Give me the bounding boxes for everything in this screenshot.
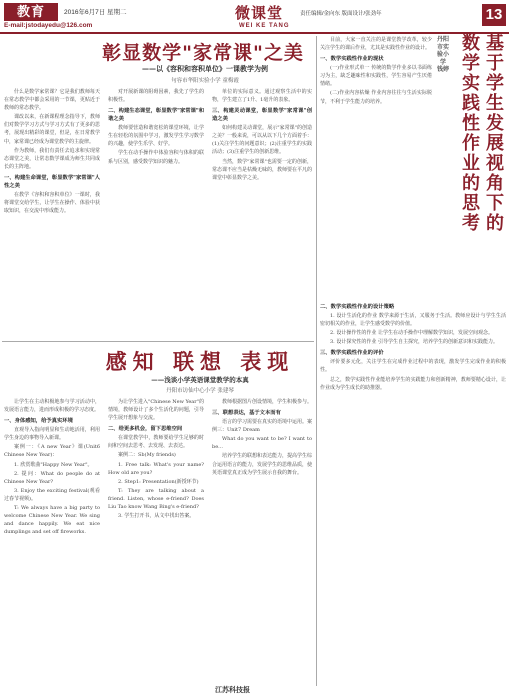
article2-column-3 <box>212 398 312 682</box>
issue-date: 2016年6月7日 星期二 <box>64 9 127 16</box>
section-heading: 二、构建生态课堂，彰显数学"家常课"和谐之美 <box>108 108 204 123</box>
paragraph: 3. 学生打开书，从文中找出答案。 <box>118 513 195 520</box>
paragraph: 评价要多元化，关注学生在完成作业过程中的表现，激发学生完成作业的积极性。 <box>320 359 506 374</box>
article3-title <box>456 34 508 298</box>
article2-author: 丹阳市访仙中心小学 张建琴 <box>166 388 234 394</box>
paragraph: 当然，数学"家常课"也需要一定的创新，常态课不应当是枯燥无味的，教师要在平凡的课堂中彰显数学之美。 <box>212 158 312 181</box>
paragraph: 让学生在主动积极地参与学习活动中，发展语言能力，进而形成积极的学习态度。 <box>4 399 100 414</box>
column-banner <box>235 2 299 30</box>
paragraph: 什么是数学家常课？它是我们教师每天在常态教学中都会采用的一节课，更贴近于教师的常态教学。 <box>4 89 100 112</box>
paragraph: 1. 欣赏歌曲"Happy New Year"。 <box>14 461 93 468</box>
paragraph: 1. 设计生活化的作业 数学来源于生活，又服务于生活。教师应设计与学生生活密切相关的作业，让学生感受数学的价值。 <box>320 313 506 328</box>
article1-column-2 <box>108 88 204 338</box>
paragraph: What do you want to be? I want to be... <box>212 436 312 451</box>
masthead <box>0 0 509 34</box>
article3-title-col1: 基于学生发展视角下的 <box>486 33 504 234</box>
paragraph: 直观导入指向明显和生动地活用，利用学生身边的事物导入新课。 <box>4 427 100 442</box>
paragraph: 单位的实际意义。通过观察生活中的实物，学生建立了1升、1毫升的表象。 <box>212 89 312 104</box>
paragraph: 如何构建灵动课堂，展示"家常课"的创造之美？一般来说，可以从以下几个方面着手：(1)关注学生的问题意识；(2)注重学生的实践活动；(3)注重学生的创新思维。 <box>212 125 312 156</box>
article1-title: 彰显数学"家常课"之美 <box>102 42 304 64</box>
paragraph: 课改以来，在新课程理念指导下，教师们对数学学习方式与学习方式有了更多的思考，展现出精彩的课堂，但是，在日常教学中，家常课已经成为课堂教学的主旋律。 <box>4 114 100 145</box>
paragraph: 学生在动手操作中体验容积与体积的联系与区别，感受数学知识的魅力。 <box>108 150 204 165</box>
contact-email: E-mail:jstodayedu@126.com <box>4 22 93 29</box>
article2-title: 感知 联想 表现 <box>105 349 295 374</box>
paragraph: T: We always have a big party to welcome Chinese New Year. We sing and dance happily. We eat nice dumplings and set off fireworks. <box>4 505 100 536</box>
article3-title-col2: 数学实践性作业的思考 <box>462 33 480 234</box>
section-heading: 三、联想表达，基于文本而有 <box>212 410 281 417</box>
paragraph: 2. 设计操作性的作业 让学生在动手操作中理解数学知识，发展空间观念。 <box>330 330 493 337</box>
section-heading: 三、数学实践性作业的评价 <box>320 350 384 357</box>
header-rule <box>0 32 509 34</box>
paragraph: (二)作业内容枯燥 作业内容往往与生活实际脱节，不利于学生能力的培养。 <box>320 90 432 105</box>
column-divider <box>316 36 317 686</box>
article2-column-1 <box>4 398 100 682</box>
article1-author: 句容市华阳实验小学 童梅霞 <box>171 78 239 84</box>
paragraph: 教师要营造和谐宽松的课堂环境，让学生在轻松的氛围中学习，激发学生学习数学的兴趣，使学生乐学、好学。 <box>108 125 204 148</box>
paragraph: T: They are talking about a friend. Listen, whose e-friend? Does Liu Tao know Wang Bing's e-friend? <box>108 487 204 511</box>
article3-column-top <box>320 36 432 296</box>
paragraph: 1. Free talk: What's your name? How old are you? <box>108 461 204 476</box>
section-heading: 一、构建生命课堂，彰显数学"家常课"人性之美 <box>4 174 100 189</box>
section-heading: 二、数学实践性作业的设计策略 <box>320 304 395 310</box>
paragraph: 3. 设计探究性的作业 引导学生自主探究，培养学生的创新意识和实践能力。 <box>330 339 498 346</box>
banner-title: 微课堂 <box>235 4 284 22</box>
article3-column-bottom <box>320 300 506 680</box>
paragraph: 2. Step1: Presentation(新授环节) <box>118 478 199 485</box>
section-heading: 一、身体感知，给予真实环境 <box>4 418 73 425</box>
newspaper-footer: 江苏科技报 <box>215 686 250 694</box>
section-logo: 教育 <box>4 3 58 21</box>
paragraph: 教师根据图片创设情境，学生积极参与。 <box>222 399 312 405</box>
banner-subtitle: WEI KE TANG <box>239 23 290 29</box>
paragraph: 对开展新课的阻碍因素，我先了学生的积极性。 <box>108 89 204 104</box>
paragraph: 2. 提问：What do people do at Chinese New Year? <box>4 470 100 485</box>
paragraph: 培养学生的联想和表达能力，提高学生综合运用语言的能力，发展学生的思维品质，使英语课堂真正成为学生展示自我的舞台。 <box>212 453 312 476</box>
paragraph: 总之，数学实践性作业能培养学生的实践能力和创新精神，教师要精心设计，让作业成为学生成长的助推器。 <box>320 376 506 391</box>
paragraph: 为让学生进入"Chinese New Year"的情境，教师设计了多个生活化的问题，引导学生展开想象与交流。 <box>108 399 204 422</box>
article1-column-3 <box>212 88 312 338</box>
section-heading: 一、数学实践性作业的现状 <box>320 56 384 63</box>
paragraph: 作为教师，我们有责任去追求和实现常态课堂之美，让常态数学课成为师生共同成长的主阵地。 <box>4 147 100 170</box>
article2-subtitle: ——浅谈小学英语课堂教学的本真 <box>151 376 249 384</box>
article1-subtitle: ——以《容积和容积单位》一课教学为例 <box>142 65 268 73</box>
paragraph: 在课堂教学中，教师要给学生足够的时间和空间去思考、去发现、去表达。 <box>108 435 204 450</box>
paragraph: 在教学《容积和容积单位》一课时，我将课堂交给学生，让学生在操作、体验中获取知识，在交流中形成能力。 <box>4 191 100 215</box>
article-divider <box>2 341 314 342</box>
article3-author: 丹阳市实验小学 钱婷 <box>437 36 450 74</box>
page-number: 13 <box>482 4 506 26</box>
article2-column-2 <box>108 398 204 682</box>
editor-credits: 责任编辑/金向东 版面设计/张劲年 <box>300 11 382 17</box>
article1-column-1 <box>4 88 100 338</box>
paragraph: (一)作业形式单一 传统的数学作业多以书面练习为主，缺乏趣味性和实践性，学生容易产生厌倦情绪。 <box>320 65 432 88</box>
section-heading: 三、构建灵动课堂，彰显数学"家常课"创造之美 <box>212 108 312 123</box>
paragraph: 案例二：Sb(My friends) <box>118 452 176 459</box>
section-heading: 二、给更多机会，留下思维空间 <box>108 426 183 433</box>
paragraph: 案例一：《A new Year》课(Unit6 Chinese New Year)： <box>4 444 100 459</box>
paragraph: 目前，大家一直关注的是课堂教学改革，较少关注学生的课后作业，尤其是实践性作业的设计。 <box>320 37 432 52</box>
paragraph: 3. Enjoy the exciting festival(观看过春节视频)。 <box>4 487 100 502</box>
paragraph: 语言的学习需要在真实的语境中运用。案例三：Unit7 Dream <box>212 419 312 434</box>
